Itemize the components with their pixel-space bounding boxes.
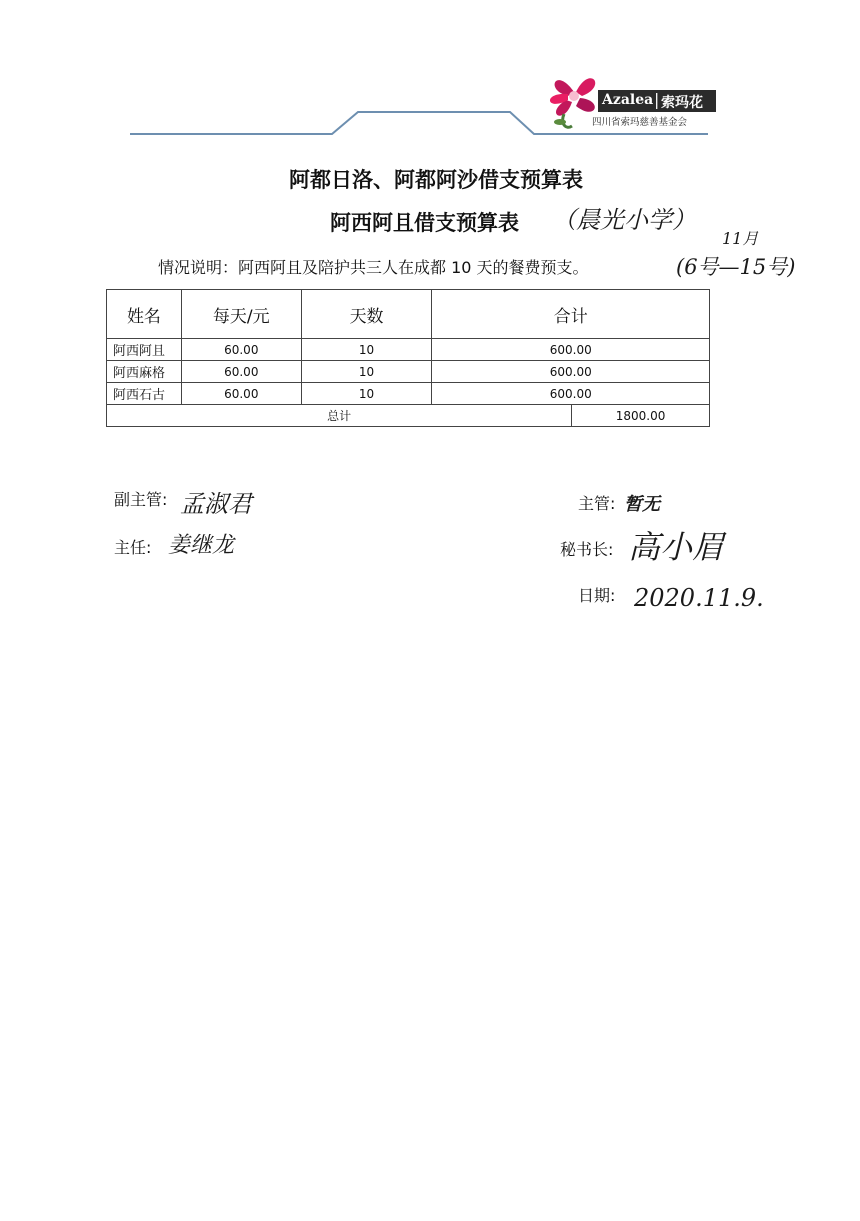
grand-total-value: 1800.00	[572, 405, 710, 427]
logo-brand-cn: 索玛花	[661, 95, 703, 111]
description-text: 情况说明：阿西阿且及陪护共三人在成都 10 天的餐费预支。	[158, 258, 589, 277]
table-row	[107, 361, 710, 383]
table-total-row	[107, 405, 710, 427]
date-handwritten: 2020.11.9.	[634, 584, 764, 612]
date-label: 日期:	[578, 586, 616, 605]
deputy-signature: 孟淑君	[180, 490, 252, 518]
cell-name: 阿西石古	[107, 383, 182, 405]
header-name: 姓名	[107, 290, 182, 339]
header-days: 天数	[301, 290, 432, 339]
table-header-row	[107, 290, 710, 339]
header-decoration	[0, 0, 860, 140]
grand-total-label: 总计	[107, 405, 572, 427]
director-signature: 姜继龙	[168, 533, 235, 558]
cell-days: 10	[301, 361, 432, 383]
cell-total: 600.00	[432, 383, 710, 405]
deputy-label: 副主管:	[114, 490, 168, 509]
table-row	[107, 383, 710, 405]
budget-table	[106, 289, 710, 427]
month-handwritten-note: 11月	[722, 229, 759, 248]
director-label: 主任:	[114, 538, 152, 557]
logo-foundation: 四川省索玛慈善基金会	[592, 117, 688, 128]
cell-total: 600.00	[432, 361, 710, 383]
document-subtitle: 阿西阿且借支预算表	[330, 211, 519, 235]
cell-daily: 60.00	[181, 339, 301, 361]
supervisor-signature: 暂无	[624, 494, 660, 515]
cell-days: 10	[301, 383, 432, 405]
cell-daily: 60.00	[181, 361, 301, 383]
document-title: 阿都日洛、阿都阿沙借支预算表	[289, 168, 583, 192]
logo-brand: Azalea	[602, 92, 654, 108]
cell-days: 10	[301, 339, 432, 361]
description-handwritten-note: (6号—15号)	[676, 255, 796, 279]
cell-total: 600.00	[432, 339, 710, 361]
subtitle-handwritten-note: （晨光小学）	[552, 206, 696, 234]
secretary-signature: 高小眉	[628, 528, 725, 566]
cell-daily: 60.00	[181, 383, 301, 405]
logo-divider: |	[654, 90, 660, 109]
logo	[540, 64, 720, 132]
table-row	[107, 339, 710, 361]
cell-name: 阿西麻格	[107, 361, 182, 383]
secretary-label: 秘书长:	[560, 540, 614, 559]
header-daily: 每天/元	[181, 290, 301, 339]
header-total: 合计	[432, 290, 710, 339]
supervisor-label: 主管:	[578, 494, 616, 513]
cell-name: 阿西阿且	[107, 339, 182, 361]
